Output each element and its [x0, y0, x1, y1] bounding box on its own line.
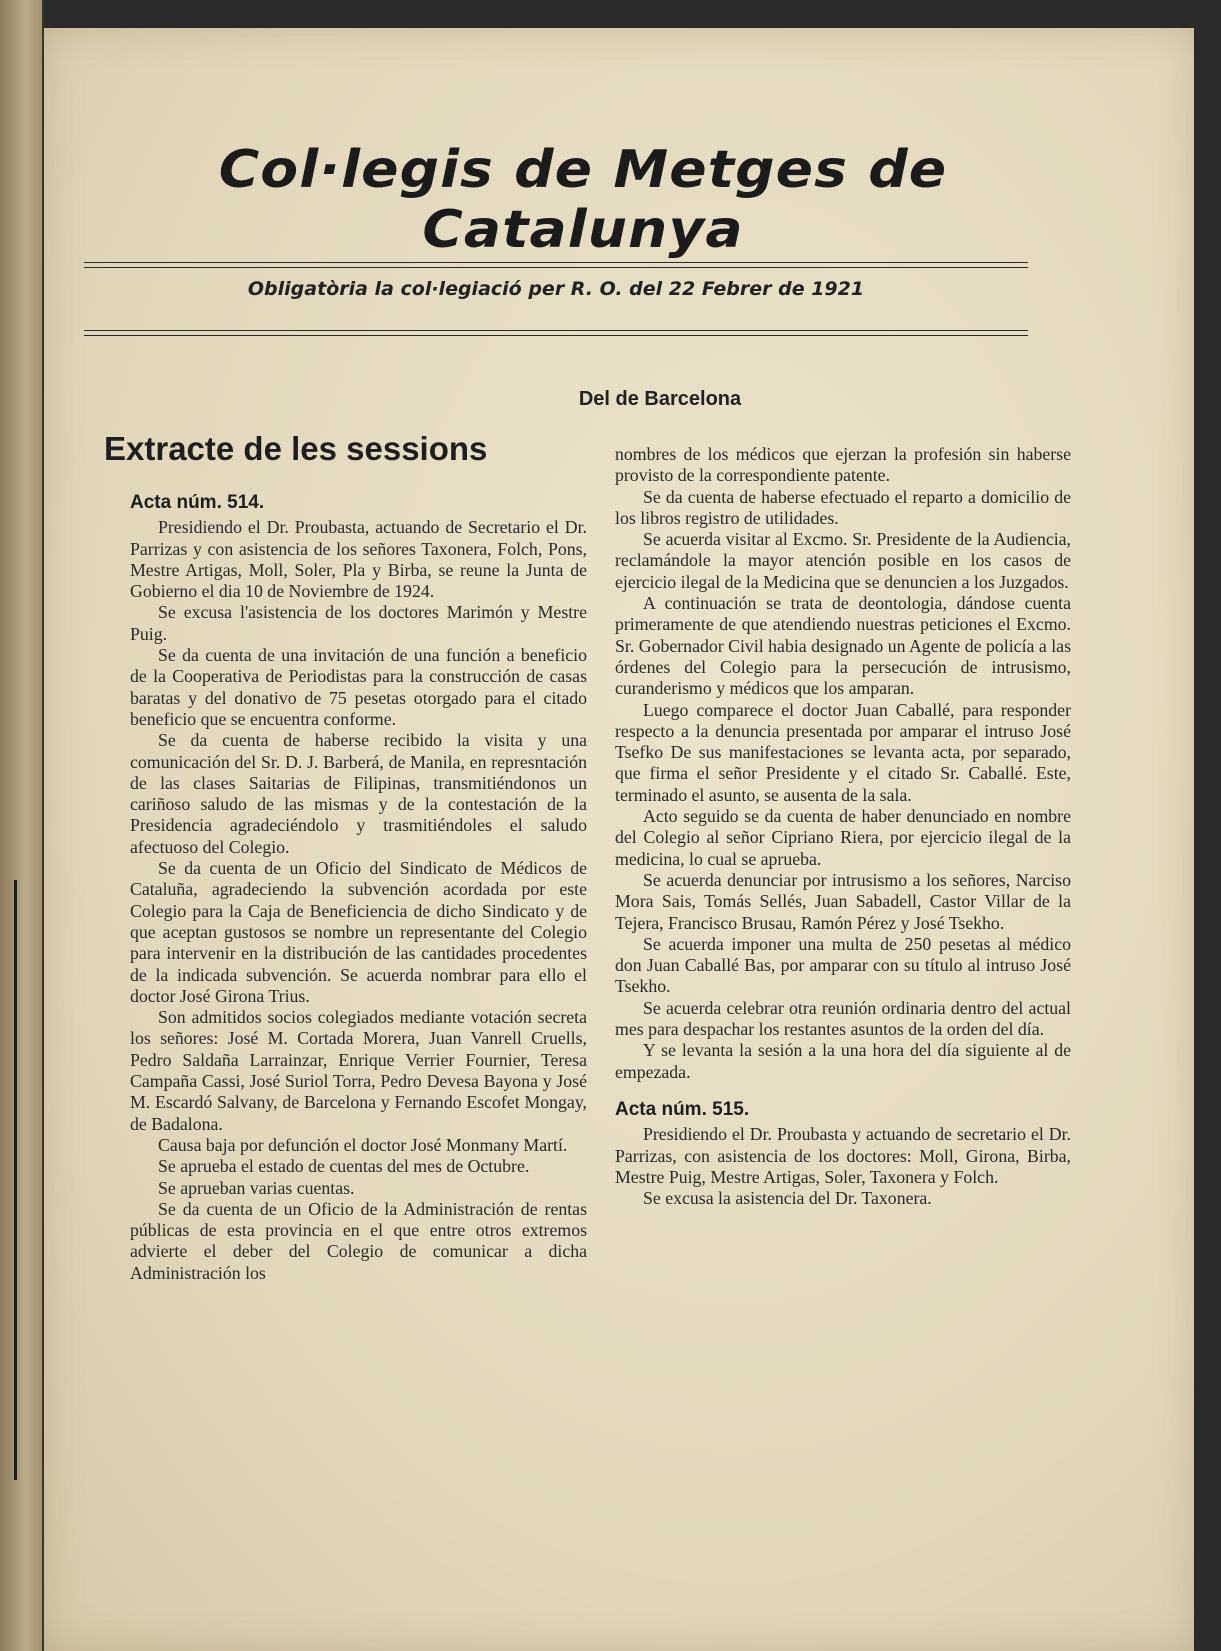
paragraph: Se aprueba el estado de cuentas del mes de Octubre. — [158, 1156, 530, 1177]
paragraph: Luego comparece el doctor Juan Caballé, para responder respecto a la denuncia presentada por amparar el intruso José Tsefko De sus manifestaciones se levanta acta, por separado, que firma el señor Presidente y el citado Sr. Caballé. Este, terminado el asunto, se ausenta de la sala. — [615, 699, 1071, 805]
paragraph: Causa baja por defunción el doctor José Monmany Martí. — [158, 1134, 568, 1155]
paragraph: Se excusa l'asistencia de los doctores Marimón y Mestre Puig. — [130, 602, 587, 644]
paragraph: Son admitidos socios colegiados mediante votación secreta los señores: José M. Cortada Morera, Juan Vanrell Cruells, Pedro Saldaña Larrainzar, Enrique Verrier Fournier, Teresa Campaña Cassi, José Suriol Torra, Pedro Devesa Bayona y José M. Escardó Salvany, de Barcelona y Fernando Escofet Mongay, de Badalona. — [130, 1007, 587, 1134]
paragraph: Se excusa la asistencia del Dr. Taxonera. — [643, 1188, 932, 1209]
masthead-subtitle: Obligatòria la col·legiació per R. O. del 22 Febrer de 1921 — [247, 278, 865, 300]
paragraph: A continuación se trata de deontologia, dándose cuenta primeramente de que atendiendo nuestras peticiones el Excmo. Sr. Gobernador Civil habia designado un Agente de policía a las órdenes del Colegio para la persecución de intrusismo, curanderismo y médicos que los amparan. — [615, 593, 1071, 699]
paragraph: Se da cuenta de un Oficio de la Administración de rentas públicas de esta provincia en el que entre otros extremos advierte el deber del Colegio de comunicar a dicha Administración los — [130, 1198, 587, 1283]
left-column — [130, 492, 587, 1284]
masthead-rule-top-2 — [84, 267, 1028, 268]
masthead-rule-top — [84, 262, 1028, 263]
masthead-rule-bottom — [84, 330, 1028, 331]
paragraph: Se acuerda imponer una multa de 250 pesetas al médico don Juan Caballé Bas, por amparar con su título al intruso José Tsekho. — [615, 933, 1071, 997]
masthead-title: Col·legis de Metges de Catalunya — [218, 140, 948, 260]
paragraph: Se aprueban varias cuentas. — [158, 1177, 355, 1198]
paragraph: Se da cuenta de haberse recibido la visita y una comunicación del Sr. D. J. Barberá, de Manila, en represntación de las clases Saitarias de Filipinas, transmitiéndonos un cariñoso saludo de las mismas y de la contestación de la Presidencia agradeciéndolo y trasmitiéndoles el saludo afectuoso del Colegio. — [130, 730, 587, 857]
right-column — [615, 444, 1071, 1209]
acta-515-heading: Acta núm. 515. — [615, 1098, 750, 1120]
paragraph: Presidiendo el Dr. Proubasta, actuando de Secretario el Dr. Parrizas y con asistencia de los señores Taxonera, Folch, Pons, Mestre Artigas, Moll, Soler, Pla y Birba, se reune la Junta de Gobierno el dia 10 de Noviembre de 1924. — [130, 517, 587, 602]
page-edge-mark — [0, 880, 17, 1480]
paragraph: Se da cuenta de una invitación de una función a beneficio de la Cooperativa de Periodistas para la construcción de casas baratas y del donativo de 75 pesetas otorgado para el citado beneficio que se encuentra conforme. — [130, 645, 587, 729]
masthead-rule-bottom-2 — [84, 335, 1028, 336]
paragraph: Se acuerda visitar al Excmo. Sr. Presidente de la Audiencia, reclamándole la mayor atención posible en los casos de ejercicio ilegal de la Medicina que se denuncien a los Juzgados. — [615, 529, 1071, 592]
paragraph: Se da cuenta de un Oficio del Sindicato de Médicos de Cataluña, agradeciendo la subvención acordada por este Colegio para la Caja de Beneficiencia de dicho Sindicato y de que aceptan gustosos se nombre un representante del Colegio para intervenir en la distribución de las cantidades procedentes de la indicada subvención. Se acuerda nombrar para ello el doctor José Girona Trius. — [130, 858, 587, 1006]
paragraph: Se acuerda celebrar otra reunión ordinaria dentro del actual mes para despachar los restantes asuntos de la orden del día. — [615, 997, 1071, 1040]
article-title: Extracte de les sessions — [104, 430, 488, 467]
section-heading: Del de Barcelona — [578, 388, 742, 410]
paragraph: Y se levanta la sesión a la una hora del día siguiente al de empezada. — [615, 1040, 1071, 1082]
paragraph: Acto seguido se da cuenta de haber denunciado en nombre del Colegio al señor Cipriano Riera, por ejercicio ilegal de la medicina, lo cual se aprueba. — [615, 806, 1071, 869]
paragraph: Se da cuenta de haberse efectuado el reparto a domicilio de los libros registro de utilidades. — [615, 486, 1071, 528]
paragraph: Se acuerda denunciar por intrusismo a los señores, Narciso Mora Sais, Tomás Sellés, Juan Sabadell, Castor Villar de la Tejera, Francisco Brusau, Ramón Pérez y José Tsekho. — [615, 869, 1071, 933]
paragraph: nombres de los médicos que ejerzan la profesión sin haberse provisto de la correspondiente patente. — [615, 444, 1071, 486]
acta-514-heading: Acta núm. 514. — [130, 492, 265, 513]
paragraph: Presidiendo el Dr. Proubasta y actuando de secretario el Dr. Parrizas, con asistencia de los doctores: Moll, Girona, Birba, Mestre Puig, Mestre Artigas, Soler, Taxonera y Folch. — [615, 1124, 1071, 1187]
